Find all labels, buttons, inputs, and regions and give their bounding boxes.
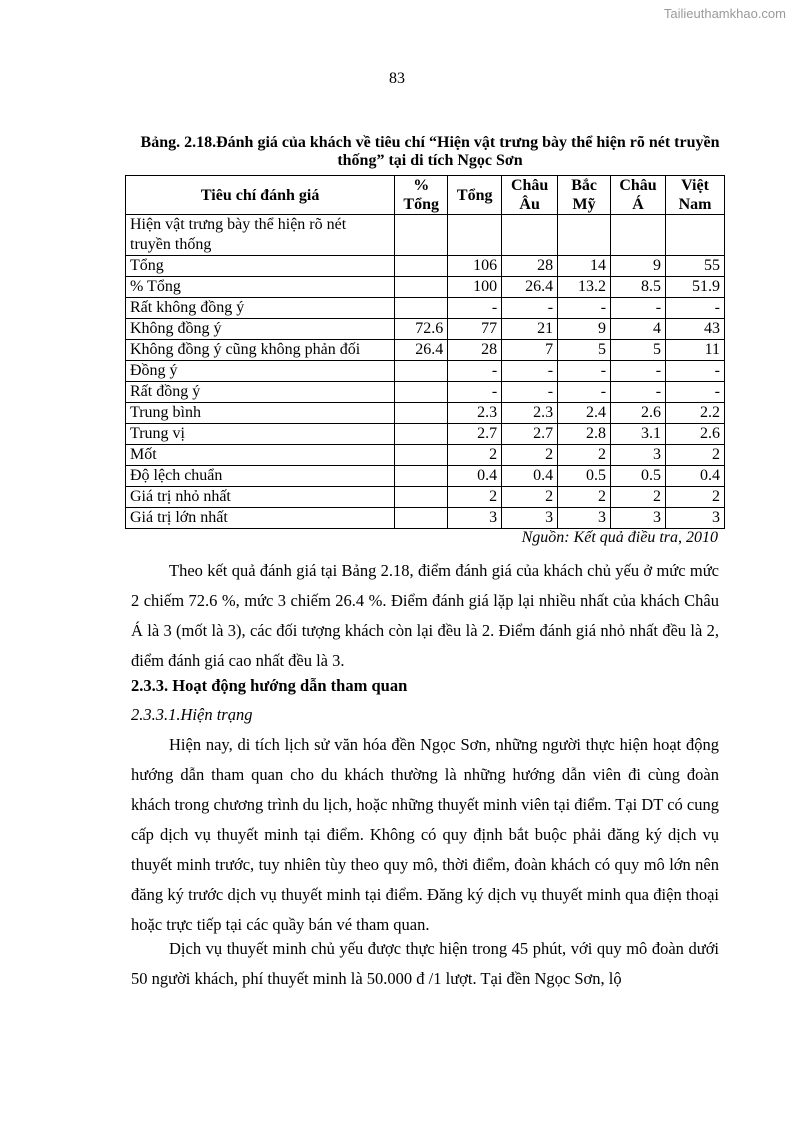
value-cell (448, 215, 502, 256)
row-label-cell: Hiện vật trưng bày thể hiện rõ nét truyền thống (126, 215, 395, 256)
value-cell: - (666, 382, 725, 403)
table-row (126, 403, 725, 424)
value-cell: 0.4 (502, 466, 558, 487)
header-north-america: Bắc Mỹ (558, 176, 611, 215)
value-cell: 11 (666, 340, 725, 361)
value-cell: 2.7 (448, 424, 502, 445)
value-cell: - (666, 361, 725, 382)
value-cell: 72.6 (395, 319, 448, 340)
value-cell: 0.4 (666, 466, 725, 487)
header-total: Tổng (448, 176, 502, 215)
table-header-row (126, 176, 725, 215)
value-cell: 2 (558, 487, 611, 508)
table-row (126, 256, 725, 277)
value-cell: - (502, 382, 558, 403)
value-cell: - (502, 298, 558, 319)
value-cell: 2 (502, 487, 558, 508)
row-label-cell: Không đồng ý (126, 319, 395, 340)
value-cell (395, 382, 448, 403)
header-europe: Châu Âu (502, 176, 558, 215)
value-cell: 2 (448, 487, 502, 508)
subsection-heading: 2.3.3.1.Hiện trạng (131, 705, 253, 724)
value-cell: - (448, 298, 502, 319)
row-label-cell: Rất đồng ý (126, 382, 395, 403)
value-cell: 2.4 (558, 403, 611, 424)
value-cell: 3 (448, 508, 502, 529)
page-number: 83 (389, 70, 405, 87)
paragraph-text: Dịch vụ thuyết minh chủ yếu được thực hiện trong 45 phút, với quy mô đoàn dưới 50 người khách, phí thuyết minh là 50.000 đ /1 lượt. Tại đền Ngọc Sơn, lộ (131, 939, 719, 988)
row-label-cell: Tổng (126, 256, 395, 277)
value-cell: 0.4 (448, 466, 502, 487)
value-cell (395, 298, 448, 319)
value-cell: 9 (558, 319, 611, 340)
value-cell: 0.5 (611, 466, 666, 487)
value-cell: 2.7 (502, 424, 558, 445)
value-cell (395, 508, 448, 529)
value-cell: 21 (502, 319, 558, 340)
value-cell: 77 (448, 319, 502, 340)
row-label-cell: Đồng ý (126, 361, 395, 382)
table-row (126, 361, 725, 382)
value-cell: 3 (502, 508, 558, 529)
value-cell: 8.5 (611, 277, 666, 298)
paragraph-text: Theo kết quả đánh giá tại Bảng 2.18, điểm đánh giá của khách chủ yếu ở mức mức 2 chiếm 72.6 %, mức 3 chiếm 26.4 %. Điểm đánh giá lặp lại nhiều nhất của khách Châu Á là 3 (mốt là 3), các đối tượng khách còn lại đều là 2. Điểm đánh giá nhỏ nhất đều là 2, điểm đánh giá cao nhất đều là 3. (131, 561, 719, 670)
value-cell: 2.6 (666, 424, 725, 445)
row-label-cell: Mốt (126, 445, 395, 466)
row-label-cell: Độ lệch chuẩn (126, 466, 395, 487)
value-cell: 5 (611, 340, 666, 361)
value-cell: 3 (558, 508, 611, 529)
value-cell: 2 (611, 487, 666, 508)
table-row (126, 340, 725, 361)
value-cell: 3 (611, 508, 666, 529)
table-row (126, 466, 725, 487)
value-cell: - (502, 361, 558, 382)
value-cell: 5 (558, 340, 611, 361)
source-note: Nguồn: Kết quả điều tra, 2010 (521, 529, 718, 546)
value-cell: 2.8 (558, 424, 611, 445)
value-cell: 2.3 (502, 403, 558, 424)
value-cell: 3.1 (611, 424, 666, 445)
value-cell: 28 (502, 256, 558, 277)
value-cell: 7 (502, 340, 558, 361)
value-cell: 3 (666, 508, 725, 529)
value-cell: 51.9 (666, 277, 725, 298)
value-cell: - (611, 361, 666, 382)
value-cell: 43 (666, 319, 725, 340)
row-label-cell: Trung vị (126, 424, 395, 445)
table-row (126, 277, 725, 298)
row-label-cell: Giá trị nhỏ nhất (126, 487, 395, 508)
value-cell (395, 256, 448, 277)
header-criteria: Tiêu chí đánh giá (126, 176, 395, 215)
value-cell: 3 (611, 445, 666, 466)
value-cell: 28 (448, 340, 502, 361)
row-label-cell: Rất không đồng ý (126, 298, 395, 319)
paragraph-analysis (131, 556, 719, 676)
paragraph-guiding-service (131, 934, 719, 994)
value-cell: - (611, 298, 666, 319)
table-row (126, 382, 725, 403)
value-cell: - (558, 361, 611, 382)
value-cell: 13.2 (558, 277, 611, 298)
table-row (126, 445, 725, 466)
value-cell: 0.5 (558, 466, 611, 487)
value-cell (611, 215, 666, 256)
value-cell: 14 (558, 256, 611, 277)
value-cell: - (611, 382, 666, 403)
value-cell: 2.3 (448, 403, 502, 424)
value-cell: - (558, 298, 611, 319)
row-label-cell: Giá trị lớn nhất (126, 508, 395, 529)
value-cell (558, 215, 611, 256)
value-cell: - (448, 361, 502, 382)
value-cell: 2.2 (666, 403, 725, 424)
section-heading: 2.3.3. Hoạt động hướng dẫn tham quan (131, 676, 408, 695)
value-cell (395, 466, 448, 487)
value-cell: 2 (448, 445, 502, 466)
value-cell: 106 (448, 256, 502, 277)
table-row (126, 487, 725, 508)
value-cell: - (666, 298, 725, 319)
row-label-cell: % Tổng (126, 277, 395, 298)
value-cell: - (448, 382, 502, 403)
value-cell: 26.4 (395, 340, 448, 361)
paragraph-current-status (131, 730, 719, 940)
table-row (126, 424, 725, 445)
value-cell: 4 (611, 319, 666, 340)
value-cell (395, 361, 448, 382)
value-cell: - (558, 382, 611, 403)
value-cell: 26.4 (502, 277, 558, 298)
value-cell (395, 445, 448, 466)
value-cell: 2 (558, 445, 611, 466)
value-cell (395, 403, 448, 424)
value-cell: 2 (666, 487, 725, 508)
table-row (126, 298, 725, 319)
evaluation-table (125, 175, 725, 529)
paragraph-text: Hiện nay, di tích lịch sử văn hóa đền Ngọc Sơn, những người thực hiện hoạt động hướng dẫn tham quan cho du khách thường là những hướng dẫn viên đi cùng đoàn khách trong chương trình du lịch, hoặc những thuyết minh viên tại điểm. Tại DT có cung cấp dịch vụ thuyết minh tại điểm. Không có quy định bắt buộc phải đăng ký dịch vụ thuyết minh trước, tuy nhiên tùy theo quy mô, thời điểm, đoàn khách có quy mô lớn nên đăng ký trước dịch vụ thuyết minh tại điểm. Đăng ký dịch vụ thuyết minh qua điện thoại hoặc trực tiếp tại các quầy bán vé tham quan. (131, 735, 719, 934)
table-row (126, 508, 725, 529)
value-cell (395, 424, 448, 445)
table-row (126, 215, 725, 256)
value-cell: 2 (502, 445, 558, 466)
row-label-cell: Trung bình (126, 403, 395, 424)
value-cell: 2 (666, 445, 725, 466)
header-asia: Châu Á (611, 176, 666, 215)
header-vietnam: Việt Nam (666, 176, 725, 215)
value-cell (395, 487, 448, 508)
value-cell (395, 215, 448, 256)
value-cell: 100 (448, 277, 502, 298)
value-cell (395, 277, 448, 298)
value-cell: 9 (611, 256, 666, 277)
value-cell (502, 215, 558, 256)
header-pct-total: % Tổng (395, 176, 448, 215)
watermark: Tailieuthamkhao.com (663, 6, 786, 21)
value-cell: 2.6 (611, 403, 666, 424)
row-label-cell: Không đồng ý cũng không phản đối (126, 340, 395, 361)
value-cell (666, 215, 725, 256)
table-caption: Bảng. 2.18.Đánh giá của khách về tiêu chí “Hiện vật trưng bày thể hiện rõ nét truyền thống” tại di tích Ngọc Sơn (140, 134, 720, 169)
table-row (126, 319, 725, 340)
value-cell: 55 (666, 256, 725, 277)
